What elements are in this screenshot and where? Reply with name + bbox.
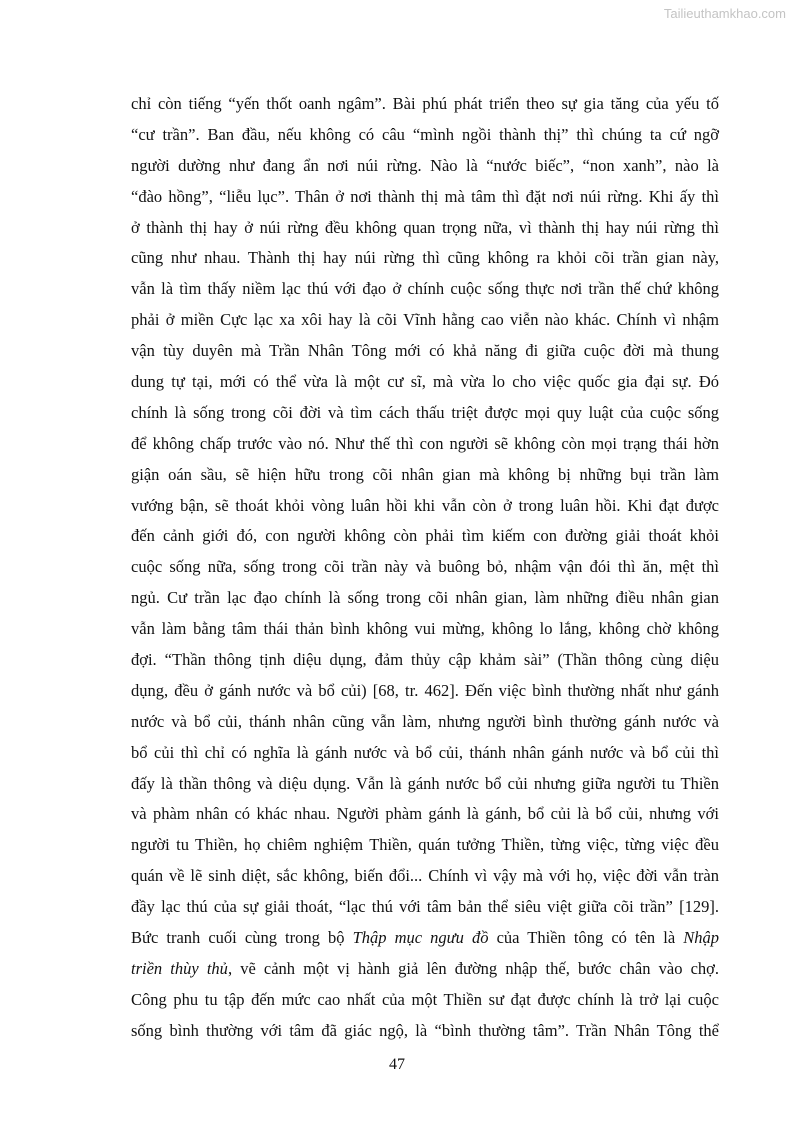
page-number: 47 [389, 1056, 405, 1073]
text-line [131, 336, 719, 367]
text-line [131, 274, 719, 305]
text-segment: Bức tranh cuối cùng trong bộ [131, 928, 353, 948]
text-line [131, 830, 719, 861]
text-segment: ở thành thị hay ở núi rừng đều không quan trọng nữa, vì thành thị hay núi rừng thì [131, 217, 719, 237]
text-segment: phải ở miền Cực lạc xa xôi hay là cõi Vĩnh hằng cao viễn nào khác. Chính vì nhậm [131, 310, 719, 330]
text-segment: chính là sống trong cõi đời và tìm cách thấu triệt được mọi quy luật của cuộc sống [131, 402, 719, 422]
text-segment: và phàm nhân có khác nhau. Người phàm gánh là gánh, bổ củi là bổ củi, nhưng với [131, 804, 719, 824]
text-line [131, 552, 719, 583]
text-segment: người dường như đang ẩn nơi núi rừng. Nào là “nước biếc”, “non xanh”, nào là [131, 155, 719, 175]
text-segment: cuộc sống nữa, sống trong cõi trần này và buông bỏ, nhậm vận đói thì ăn, mệt thì [131, 557, 719, 577]
text-segment: bổ củi thì chỉ có nghĩa là gánh nước và bổ củi, thánh nhân gánh nước và bổ củi thì [131, 742, 719, 762]
text-segment: vẫn là tìm thấy niềm lạc thú với đạo ở chính cuộc sống thực nơi trần thế chứ không [131, 279, 719, 299]
text-line [131, 923, 719, 954]
text-line [131, 985, 719, 1016]
text-line [131, 429, 719, 460]
text-line [131, 398, 719, 429]
italic-text: Nhập [683, 928, 720, 948]
text-segment: đợi. “Thần thông tịnh diệu dụng, đảm thủy cập khảm sài” (Thần thông cùng diệu [131, 650, 719, 670]
body-text [131, 89, 719, 1047]
text-line [131, 892, 719, 923]
text-line [131, 769, 719, 800]
text-segment: sống bình thường với tâm đã giác ngộ, là “bình thường tâm”. Trần Nhân Tông thể [131, 1020, 719, 1040]
text-line [131, 799, 719, 830]
text-line [131, 614, 719, 645]
text-segment: đến cảnh giới đó, con người không còn phải tìm kiếm con đường giải thoát khỏi [131, 526, 719, 546]
text-line [131, 583, 719, 614]
watermark: Tailieuthamkhao.com [663, 6, 786, 21]
text-line [131, 861, 719, 892]
text-segment: vận tùy duyên mà Trần Nhân Tông mới có khả năng đi giữa cuộc đời mà thung [131, 341, 719, 361]
text-segment: quán về lẽ sinh diệt, sắc không, biến đổi... Chính vì vậy mà với họ, việc đời vẫn tràn [131, 866, 719, 886]
text-line [131, 213, 719, 244]
text-line [131, 738, 719, 769]
text-line [131, 243, 719, 274]
text-segment: để không chấp trước vào nó. Như thế thì con người sẽ không còn mọi trạng thái hờn [131, 433, 719, 453]
text-line [131, 89, 719, 120]
text-line [131, 954, 719, 985]
text-segment: giận oán sầu, sẽ hiện hữu trong cõi nhân gian mà không bị những bụi trần làm [131, 464, 719, 484]
text-line [131, 120, 719, 151]
text-segment: vướng bận, sẽ thoát khỏi vòng luân hồi khi vẫn còn ở trong luân hồi. Khi đạt được [131, 495, 719, 515]
text-line [131, 367, 719, 398]
italic-text: Thập mục ngưu đồ [352, 928, 489, 948]
text-segment: của Thiền tông có tên là [488, 928, 684, 948]
italic-text: triền thùy thủ [131, 958, 228, 978]
text-line [131, 491, 719, 522]
text-segment: , vẽ cảnh một vị hành giả lên đường nhập thế, bước chân vào chợ. [227, 958, 719, 978]
text-segment: nước và bổ củi, thánh nhân cũng vẫn làm, nhưng người bình thường gánh nước và [131, 711, 719, 731]
text-segment: vẫn làm bằng tâm thái thản bình không vui mừng, không lo lắng, không chờ không [131, 619, 719, 639]
text-line [131, 1016, 719, 1047]
text-line [131, 305, 719, 336]
text-segment: ngủ. Cư trần lạc đạo chính là sống trong cõi nhân gian, làm những điều nhân gian [131, 588, 719, 608]
text-line [131, 151, 719, 182]
text-segment: dung tự tại, mới có thể vừa là một cư sĩ, mà vừa lo cho việc quốc gia đại sự. Đó [131, 372, 719, 392]
text-line [131, 521, 719, 552]
text-line [131, 645, 719, 676]
text-line [131, 676, 719, 707]
text-line [131, 460, 719, 491]
text-segment: Công phu tu tập đến mức cao nhất của một Thiền sư đạt được chính là trở lại cuộc [131, 989, 719, 1009]
text-segment: dụng, đều ở gánh nước và bổ củi) [68, tr. 462]. Đến việc bình thường nhất như gánh [131, 680, 719, 700]
text-segment: “cư trần”. Ban đầu, nếu không có câu “mình ngồi thành thị” thì chúng ta cứ ngỡ [131, 124, 719, 144]
text-segment: người tu Thiền, họ chiêm nghiệm Thiền, quán tưởng Thiền, từng việc, từng việc đều [131, 835, 719, 855]
text-line [131, 707, 719, 738]
text-segment: đấy là thần thông và diệu dụng. Vẫn là gánh nước bổ củi nhưng giữa người tu Thiền [131, 773, 719, 793]
text-segment: chỉ còn tiếng “yến thốt oanh ngâm”. Bài phú phát triển theo sự gia tăng của yếu tố [131, 94, 719, 113]
text-segment: “đào hồng”, “liễu lục”. Thân ở nơi thành thị mà tâm thì đặt nơi núi rừng. Khi ấy thì [131, 186, 719, 206]
text-segment: cũng như nhau. Thành thị hay núi rừng thì cũng không ra khỏi cõi trần gian này, [131, 248, 719, 268]
text-segment: đầy lạc thú của sự giải thoát, “lạc thú với tâm bản thể siêu việt giữa cõi trần” [129]. [131, 897, 719, 917]
text-line [131, 182, 719, 213]
